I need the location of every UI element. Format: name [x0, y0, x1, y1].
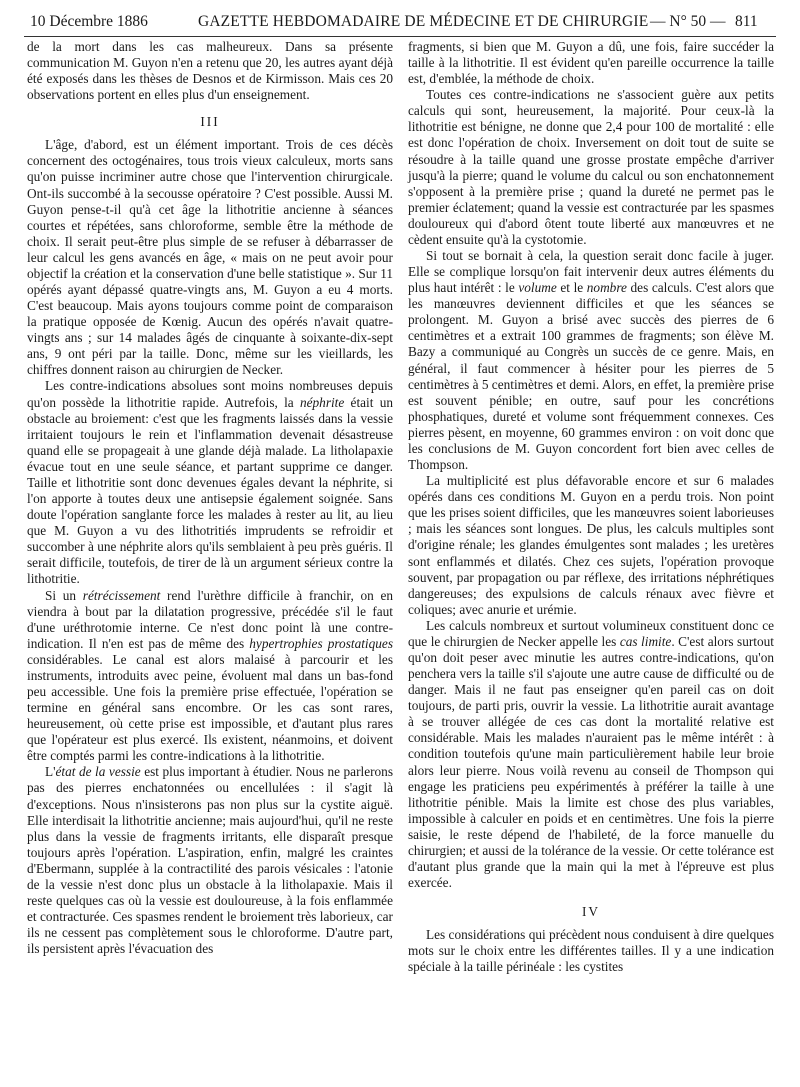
- text-run: et le: [556, 280, 587, 296]
- emphasis: hypertrophies prostatiques: [249, 635, 393, 651]
- text-run: était un obstacle au broiement: c'est que les fragments laissés dans la vessie irritaient toujours le rein et l'inflammation devenait désastreuse quand elle se propageait à une glande déjà malade. La litholapaxie évacue tout en une seule séance, et partant supprime ce danger. Taille et lithotritie sont donc devenues égales devant la néphrite, si l'on apporte à toutes deux une antisepsie également soignée. Sans doute l'opération sanglante force les malades à rester au lit, au lieu que M. Guyon a vu des lithotritiés imprudents se refroidir et succomber à une néphrite alors qu'ils semblaient à peu près guéris. Il serait difficile, toutefois, de tirer de là un argument sérieux contre la lithotritie.: [27, 394, 393, 587]
- paragraph: [408, 618, 774, 891]
- emphasis: cas limite: [619, 633, 672, 649]
- section-heading: III: [200, 114, 220, 130]
- paragraph: [408, 248, 774, 473]
- paragraph: Les considérations qui précèdent nous conduisent à dire quelques mots sur le choix entre les différentes tailles. Il y a une indication spéciale à la taille périnéale : les cystites: [408, 927, 774, 975]
- paragraph: fragments, si bien que M. Guyon a dû, une fois, faire succéder la taille à la lithotritie. Il est évident qu'en pareille occurrence la taille est, d'emblée, la méthode de choix.: [408, 39, 774, 87]
- header-journal-title: GAZETTE HEBDOMADAIRE DE MÉDECINE ET DE CHIRURGIE: [198, 13, 649, 30]
- header-rule: [24, 36, 776, 37]
- text-run: L': [45, 764, 56, 780]
- paragraph: [27, 764, 393, 957]
- paragraph: Toutes ces contre-indications ne s'associent guère aux petits calculs qui sont, heureusement, la majorité. Pour ceux-là la lithotritie est bénigne, ne donne que 2,4 pour 100 de mortalité : elle est donc l'opération de choix. Inversement on doit tout de suite se résoudre à la taille quand une grosse prostate empêche d'arriver jusqu'à la pierre; quand le volume du calcul ou son enchatonnement s'opposent à la première prise ; quand la dureté ne permet pas le premier éclatement; quand la vessie est contracturée par les spasmes douloureux qui d'abord ôtent toute liberté aux manœuvres et ne cèdent ensuite qu'à la cystotomie.: [408, 87, 774, 247]
- text-run: Si un: [45, 587, 83, 603]
- text-run: est plus important à étudier. Nous ne parlerons pas des pierres enchatonnées ou encellulées : il s'agit là d'exceptions. Nous n'insisterons pas non plus sur la cystite aiguë. Elle interdisait la lithotritie ancienne; mais aujourd'hui, qu'il ne reste plus dans la vessie de fragments irritants, elle disparaît presque toujours après l'opération. L'aspiration, enfin, malgré les craintes d'Ebermann, supplée à la contractilité des parois vésicales : l'atonie de la vessie n'est donc plus un obstacle à la litholapaxie. Mais il reste quelques cas où la vessie est douloureuse, à la fois enflammée et contracturée. Ces spasmes rendent le broiement très laborieux, car ils ne cessent pas complètement sous le chloroforme. D'autre part, ils persistent après l'évacuation des: [27, 764, 393, 957]
- emphasis: état de la vessie: [55, 764, 141, 780]
- header-date: 10 Décembre 1886: [30, 13, 148, 30]
- text-run: Si tout se bornait à cela, la question serait donc facile à juger. Elle se complique lorsqu'on fait intervenir deux autres éléments du plus haut intérêt : le: [408, 248, 774, 296]
- paragraph: de la mort dans les cas malheureux. Dans sa présente communication M. Guyon n'en a retenu que 20, les autres ayant déjà été exposés dans les thèses de Desnos et de Kirmisson. Mais ces 20 observations portent en elles plus d'un enseignement.: [27, 39, 393, 103]
- running-header: [24, 8, 776, 36]
- header-issue-number: — N° 50 —: [650, 13, 726, 30]
- text-run: Les contre-indications absolues sont moins nombreuses depuis qu'on possède la lithotritie rapide. Autrefois, la: [27, 378, 393, 410]
- paragraph: L'âge, d'abord, est un élément important. Trois de ces décès concernent des octogénaires, tous trois vieux calculeux, morts sans qu'on puisse incriminer autre chose que l'intervention chirurgicale. Ont-ils succombé à la secousse opératoire ? C'est possible. Aussi M. Guyon pense-t-il qu'à cet âge la lithotritie ancienne à séances courtes et répétées, sans chloroforme, semble être la méthode de choix. Il serait peut-être plus simple de se refuser à débarrasser de leur calcul les gens avancés en âge, « mais on ne peut avoir pour objectif la création et la conservation d'une belle statistique ». Sur 11 opérés ayant dépassé quatre-vingts ans, M. Guyon a eu 4 morts. C'est beaucoup. Mais ayons toujours comme point de comparaison la pratique opposée de Kœnig. Aucun des opérés n'avait quatre-vingts ans ; sur 14 malades âgés de cinquante à soixante-dix-sept ans, 9 ont péri par la taille. Donc, même sur les vieillards, les chiffres donnent raison au chirurgien de Necker.: [27, 137, 393, 378]
- paragraph: La multiplicité est plus défavorable encore et sur 6 malades opérés dans ces conditions M. Guyon en a perdu trois. Non point que les prises soient difficiles, que les manœuvres soient laborieuses ; mais les séances sont longues. De plus, les calculs multiples sont d'origine rénale; les glandes émulgentes sont malades ; les uretères sont enflammés et dilatés. Chez ces sujets, l'opération provoque souvent, par propagation ou par réflexe, des irritations néphrétiques dangereuses; des expulsions de calculs rénaux avec fièvre et coliques; avec anurie et urémie.: [408, 473, 774, 617]
- emphasis: volume: [518, 280, 557, 296]
- left-column: [27, 39, 393, 957]
- text-run: considérables. Le canal est alors malaisé à parcourir et les instruments, introduits avec peine, évoluent mal dans un bas-fond peu accessible. Une fois la première prise effectuée, l'opération se termine en général sans encombre. Or les cas sont rares, heureusement, où cette prise est impossible, et d'autant plus rares que l'opérateur est plus exercé. Ils existent, néanmoins, et doivent être comptés parmi les contre-indications à la lithotritie.: [27, 651, 393, 764]
- header-page-number: 811: [735, 13, 758, 30]
- text-run: des calculs. C'est alors que les manœuvres deviennent difficiles et que les séances se prolongent. M. Guyon a brisé avec succès des pierres de 6 centimètres et a extrait 100 grammes de fragments; son élève M. Bazy a communiqué au Congrès un succès de ce genre. Mais, en général, il faut commencer à hésiter pour les pierres de 5 centimètres à 5 centimètres et demi. Alors, en effet, la première prise est souvent pénible; en outre, sauf pour les concrétions phosphatiques, dureté et volume sont fréquemment connexes. Ces pierres pèsent, en moyenne, 60 grammes environ : on voit donc que les conclusions de M. Guyon concordent fort bien avec celles de Thompson.: [408, 280, 775, 473]
- emphasis: néphrite: [299, 394, 345, 410]
- section-heading: IV: [581, 904, 601, 920]
- text-run: rend l'urèthre difficile à franchir, on en viendra à bout par la dilatation progressive, précédée s'il le faut d'une uréthrotomie interne. Ce n'est donc point là une contre-indication. Il n'en est pas de même des: [27, 587, 393, 651]
- paragraph: [27, 588, 393, 765]
- text-run: Les calculs nombreux et surtout volumineux constituent donc ce que le chirurgien de Necker appelle les: [408, 617, 774, 649]
- paragraph: [27, 378, 393, 587]
- right-column: [408, 39, 774, 975]
- emphasis: rétrécissement: [82, 587, 161, 603]
- emphasis: nombre: [586, 280, 627, 296]
- text-run: . C'est alors surtout qu'on doit peser avec minutie les autres contre-indications, qu'on penchera vers la taille s'il s'ajoute une autre cause de difficulté ou de danger. Mais il ne faut pas enseigner qu'en pareil cas on doit toujours, de parti pris, ouvrir la vessie. La lithotritie aurait avantage à se trouver allégée de ces cas dont la mortalité relative est considérable. Mais les malades n'auraient pas le même intérêt : à condition toutefois qu'une main particulièrement habile leur broie alors leur pierre. Nous voilà revenu au conseil de Thompson qui engage les praticiens peu expérimentés à préférer la taille à une lithotritie pénible. Mais la limite est chose des plus variables, impossible à calculer en poids et en centimètres. Une fois la pierre saisie, le reste dépend de l'habileté, de la force manuelle du chirurgien; et aussi de la tolérance de la vessie. Or cette tolérance est d'autant plus grande que la main qui la met à l'épreuve est plus exercée.: [408, 633, 774, 891]
